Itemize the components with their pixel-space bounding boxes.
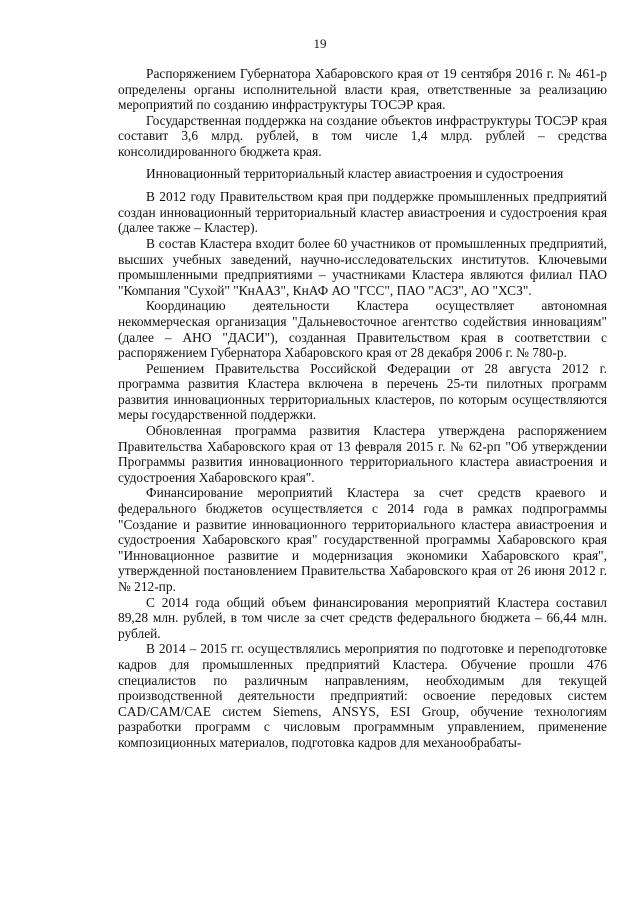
paragraph-cluster-members: В состав Кластера входит более 60 участников от промышленных предприятий, высших учебных заведений, научно-исследовательских институтов. Ключевыми промышленными предприятиями – участниками Кластера являются филиал ПАО "Компания "Сухой" "КнААЗ", КнАФ АО "ГСС", ПАО "АСЗ", АО "ХСЗ". (118, 235, 607, 298)
page-number: 19 (313, 36, 327, 51)
paragraph-cluster-coordination: Координацию деятельности Кластера осуществляет автономная некоммерческая организация "Дальневосточное агентство содействия инновациям" (далее – АНО "ДАСИ"), созданная Правительством края в соответствии с распоряжением Губернатора Хабаровского края от 28 декабря 2006 г. № 780-р. (118, 298, 607, 361)
paragraph-governor-order: Распоряжением Губернатора Хабаровского края от 19 сентября 2016 г. № 461-р определены органы исполнительной власти края, ответственные за реализацию мероприятий по созданию инфраструктуры ТОСЭР края. (118, 66, 607, 113)
document-body (118, 66, 607, 751)
paragraph-government-decision: Решением Правительства Российской Федерации от 28 августа 2012 г. программа развития Кластера включена в перечень 25-ти пилотных программ развития инновационных территориальных кластеров, по которым осуществляются меры государственной поддержки. (118, 360, 607, 423)
paragraph-financing: Финансирование мероприятий Кластера за счет средств краевого и федерального бюджетов осуществляется с 2014 года в рамках подпрограммы "Создание и развитие инновационного территориального кластера авиастроения и судостроения Хабаровского края" государственной программы Хабаровского края "Инновационное развитие и модернизация экономики Хабаровского края", утвержденной постановлением Правительства Хабаровского края от 26 июня 2012 г. № 212-пр. (118, 485, 607, 594)
paragraph-staff-training: В 2014 – 2015 гг. осуществлялись мероприятия по подготовке и переподготовке кадров для промышленных предприятий Кластера. Обучение прошли 476 специалистов по различным направлениям, необходимым для текущей производственной деятельности предприятий: освоение передовых систем CAD/CAM/CAE систем Siemens, ANSYS, ESI Group, обучение технологиям разработки программ с числовым программным управлением, применение композиционных материалов, подготовка кадров для механообрабаты- (118, 641, 607, 750)
paragraph-cluster-created: В 2012 году Правительством края при поддержке промышленных предприятий создан инновационный территориальный кластер авиастроения и судостроения края (далее также – Кластер). (118, 189, 607, 236)
paragraph-financing-volume: С 2014 года общий объем финансирования мероприятий Кластера составил 89,28 млн. рублей, в том числе за счет средств федерального бюджета – 66,44 млн. рублей. (118, 594, 607, 641)
paragraph-updated-program: Обновленная программа развития Кластера утверждена распоряжением Правительства Хабаровского края от 13 февраля 2015 г. № 62-рп "Об утверждении Программы развития инновационного территориального кластера авиастроения и судостроения Хабаровского края". (118, 423, 607, 485)
paragraph-state-support: Государственная поддержка на создание объектов инфраструктуры ТОСЭР края составит 3,6 млрд. рублей, в том числе 1,4 млрд. рублей – средства консолидированного бюджета края. (118, 112, 607, 159)
section-heading-cluster: Инновационный территориальный кластер авиастроения и судостроения (146, 165, 564, 181)
